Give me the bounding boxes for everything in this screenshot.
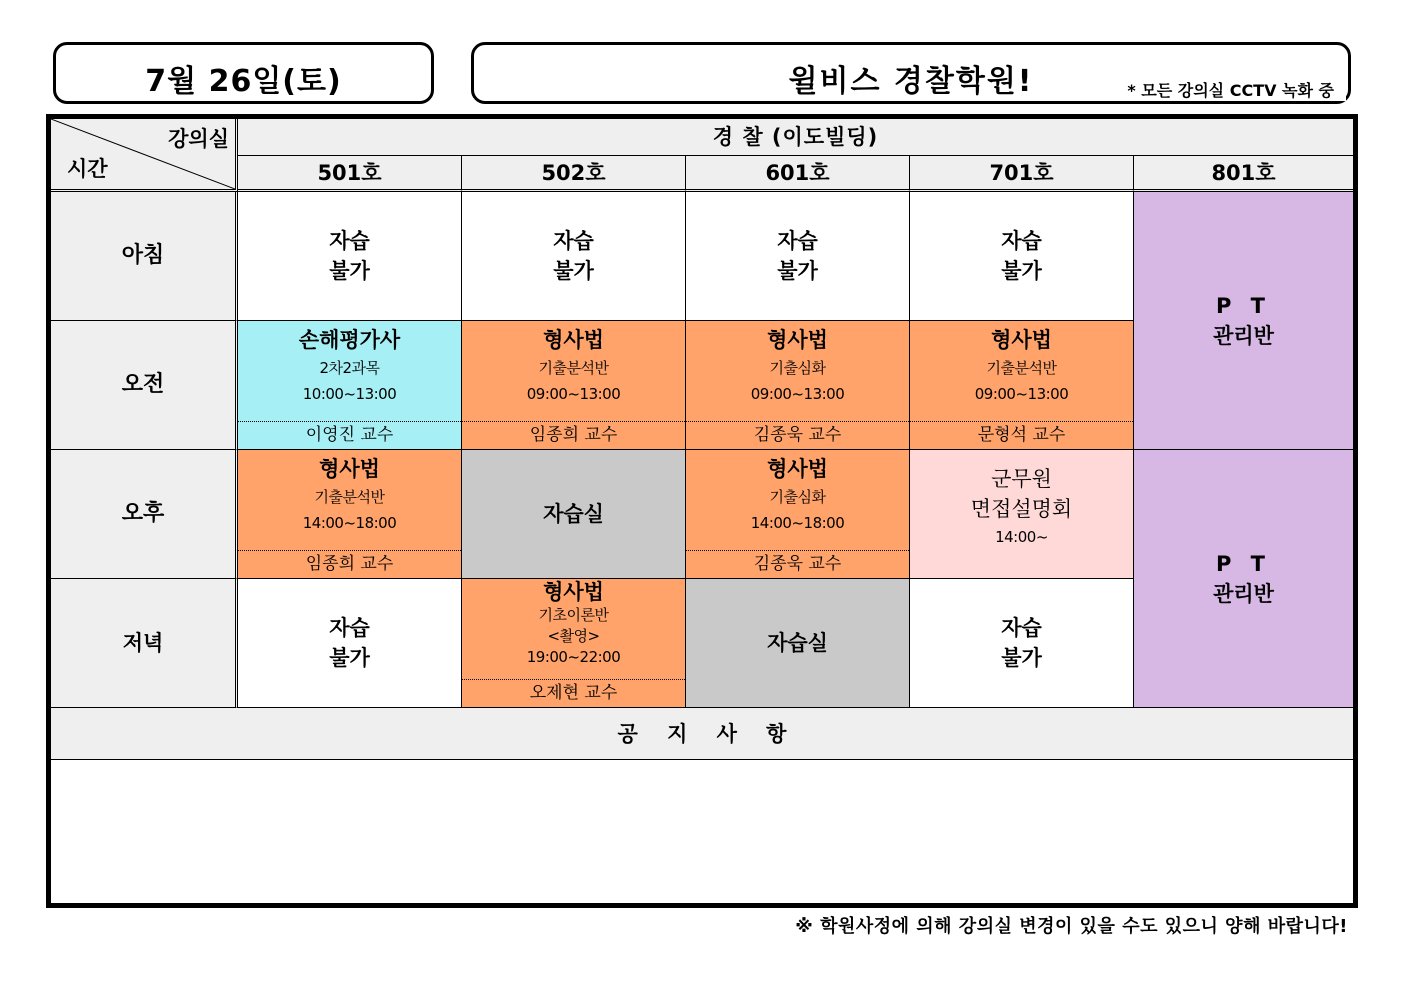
- class-time: 14:00~18:00: [750, 514, 845, 532]
- class-note: <촬영>: [547, 627, 600, 645]
- room-label: 701호: [989, 160, 1054, 185]
- building-header: [238, 119, 1353, 156]
- cell-text: 불가: [1001, 646, 1042, 670]
- class-time: 09:00~13:00: [750, 385, 845, 403]
- cell-eve-501: [238, 579, 462, 708]
- cell-text: 자습: [1001, 616, 1042, 640]
- cell-pt-801-bottom: [1134, 450, 1353, 708]
- schedule-table: [46, 114, 1358, 908]
- cell-eve-601: [686, 579, 910, 708]
- cell-morning-601: [686, 192, 910, 321]
- class-title: 형사법: [543, 328, 604, 352]
- cell-text: 불가: [329, 646, 370, 670]
- class-subtitle: 기출심화: [769, 359, 826, 377]
- class-subtitle: 기출분석반: [986, 359, 1057, 377]
- class-title: 형사법: [319, 457, 380, 481]
- cell-text: 자습실: [543, 502, 604, 526]
- class-time: 19:00~22:00: [526, 648, 621, 666]
- period-label: 오후: [121, 501, 165, 526]
- class-subtitle: 기초이론반: [538, 606, 609, 624]
- cell-pt-801-top: [1134, 192, 1353, 450]
- notice-title: 공 지 사 항: [617, 721, 787, 746]
- cell-eve-701: [910, 579, 1134, 708]
- cell-text: 자습실: [767, 631, 828, 655]
- professor-name: 임종희 교수: [462, 421, 685, 449]
- academy-title: 윌비스 경찰학원!: [788, 64, 1034, 99]
- cell-morning-701: [910, 192, 1134, 321]
- room-header-701: [910, 156, 1134, 192]
- cell-am-701: [910, 321, 1134, 450]
- class-time: 09:00~13:00: [526, 385, 621, 403]
- professor-name: 오제현 교수: [462, 679, 685, 707]
- cell-am-502: [462, 321, 686, 450]
- cell-text: P T: [1215, 293, 1272, 318]
- period-label: 아침: [121, 243, 165, 268]
- corner-header: [51, 119, 238, 192]
- room-label: 601호: [765, 160, 830, 185]
- professor-name: 임종희 교수: [238, 550, 461, 578]
- event-title: 면접설명회: [970, 497, 1073, 521]
- period-label: 저녁: [122, 631, 164, 655]
- building-label: 경 찰 (이도빌딩): [712, 125, 879, 149]
- class-title: 형사법: [543, 580, 604, 604]
- room-label: 801호: [1211, 160, 1276, 185]
- cell-morning-502: [462, 192, 686, 321]
- cell-pm-701: [910, 450, 1134, 579]
- cell-morning-501: [238, 192, 462, 321]
- professor-name: 김종욱 교수: [686, 421, 909, 449]
- cell-text: 불가: [329, 259, 370, 283]
- cell-text: 자습: [777, 229, 818, 253]
- corner-time-label: 시간: [67, 157, 108, 181]
- cell-eve-502: [462, 579, 686, 708]
- cell-pm-601: [686, 450, 910, 579]
- period-evening: [51, 579, 238, 708]
- cell-text: 불가: [553, 259, 594, 283]
- period-am: [51, 321, 238, 450]
- class-time: 10:00~13:00: [302, 385, 397, 403]
- cell-text: 관리반: [1213, 323, 1274, 348]
- date-label: 7월 26일(토): [145, 64, 342, 99]
- cell-text: 자습: [329, 229, 370, 253]
- class-title: 형사법: [767, 457, 828, 481]
- class-title: 형사법: [767, 328, 828, 352]
- cell-am-501: [238, 321, 462, 450]
- class-time: 14:00~18:00: [302, 514, 397, 532]
- class-subtitle: 기출분석반: [538, 359, 609, 377]
- class-subtitle: 기출심화: [769, 488, 826, 506]
- cell-text: 불가: [777, 259, 818, 283]
- class-subtitle: 기출분석반: [314, 488, 385, 506]
- notice-body: [51, 760, 1353, 903]
- room-header-801: [1134, 156, 1353, 192]
- period-morning: [51, 192, 238, 321]
- class-subtitle: 2차2과목: [319, 359, 380, 377]
- class-title: 손해평가사: [298, 328, 401, 352]
- period-pm: [51, 450, 238, 579]
- room-header-502: [462, 156, 686, 192]
- cell-text: 불가: [1001, 259, 1042, 283]
- period-label: 오전: [121, 372, 165, 397]
- room-label: 501호: [317, 160, 382, 185]
- cell-pm-501: [238, 450, 462, 579]
- event-title: 군무원: [991, 467, 1052, 491]
- room-header-601: [686, 156, 910, 192]
- cctv-notice: * 모든 강의실 CCTV 녹화 중: [1121, 78, 1346, 101]
- corner-room-label: 강의실: [168, 127, 229, 151]
- cell-pm-502: [462, 450, 686, 579]
- professor-name: 문형석 교수: [910, 421, 1133, 449]
- cell-text: 자습: [329, 616, 370, 640]
- professor-name: 이영진 교수: [238, 421, 461, 449]
- date-box: [53, 42, 434, 104]
- footer-note: ※ 학원사정에 의해 강의실 변경이 있을 수도 있으니 양해 바랍니다!: [795, 916, 1348, 937]
- room-label: 502호: [541, 160, 606, 185]
- room-header-501: [238, 156, 462, 192]
- notice-header: [51, 708, 1353, 760]
- cell-text: 관리반: [1213, 581, 1274, 606]
- cell-text: 자습: [553, 229, 594, 253]
- class-title: 형사법: [991, 328, 1052, 352]
- event-time: 14:00~: [995, 528, 1048, 546]
- cell-am-601: [686, 321, 910, 450]
- professor-name: 김종욱 교수: [686, 550, 909, 578]
- cell-text: P T: [1215, 551, 1272, 576]
- class-time: 09:00~13:00: [974, 385, 1069, 403]
- cell-text: 자습: [1001, 229, 1042, 253]
- academy-title-box: [471, 42, 1351, 104]
